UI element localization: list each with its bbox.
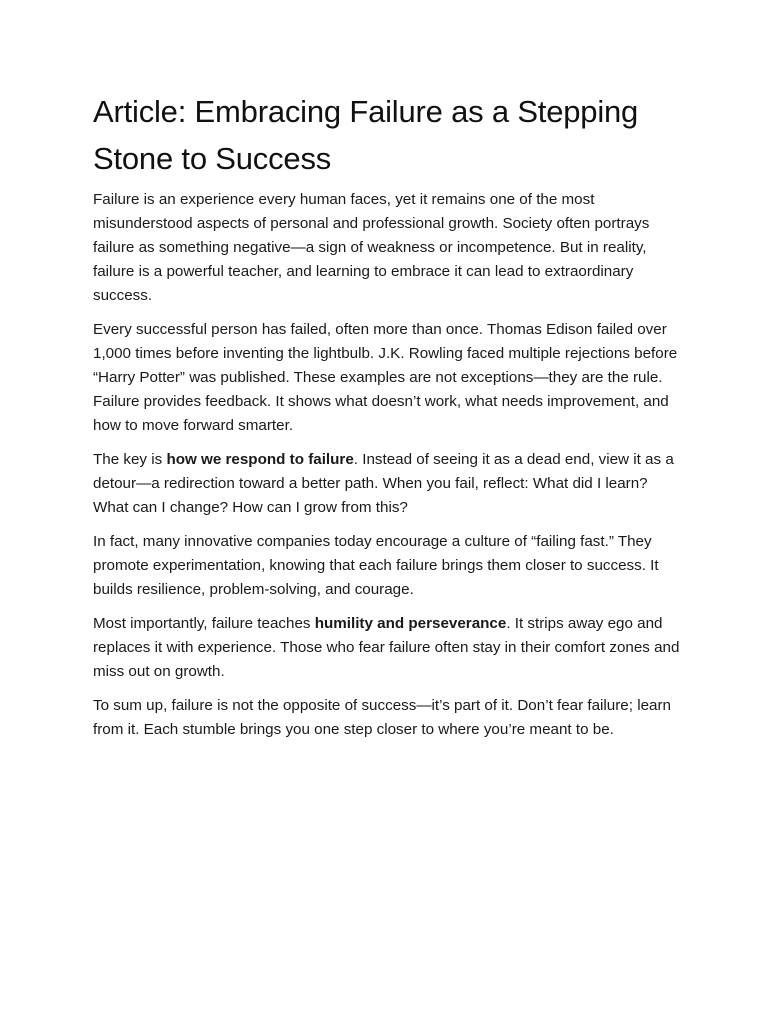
emphasis-respond-to-failure: how we respond to failure xyxy=(166,451,354,468)
paragraph-key-after: . Instead of seeing it as a dead end, view it as a detour—a redirection toward a better path. When you fail, reflect: What did I learn? What can I change? How can I grow from this? xyxy=(93,451,674,516)
paragraph-examples: Every successful person has failed, often more than once. Thomas Edison failed over 1,000 times before inventing the lightbulb. J.K. Rowling faced multiple rejections before “Harry Potter” was published. These examples are not exceptions—they are the rule. Failure provides feedback. It shows what doesn’t work, what needs improvement, and how to move forward smarter. xyxy=(93,321,678,434)
emphasis-humility-perseverance: humility and perseverance xyxy=(314,615,507,632)
paragraph-humility xyxy=(93,612,683,684)
paragraph-conclusion: To sum up, failure is not the opposite of success—it’s part of it. Don’t fear failure; learn from it. Each stumble brings you one step closer to where you’re meant to be. xyxy=(93,697,671,738)
article-title: Article: Embracing Failure as a Stepping Stone to Success xyxy=(93,94,639,176)
paragraph-failing-fast: In fact, many innovative companies today encourage a culture of “failing fast.” They promote experimentation, knowing that each failure brings them closer to success. It builds resilience, problem-solving, and courage. xyxy=(93,533,659,598)
document-page xyxy=(93,88,683,752)
paragraph-intro: Failure is an experience every human faces, yet it remains one of the most misunderstood aspects of personal and professional growth. Society often portrays failure as something negative—a sign of weakness or incompetence. But in reality, failure is a powerful teacher, and learning to embrace it can lead to extraordinary success. xyxy=(93,191,650,304)
paragraph-humility-after: . It strips away ego and replaces it with experience. Those who fear failure often stay in their comfort zones and miss out on growth. xyxy=(93,615,680,680)
paragraph-humility-before: Most importantly, failure teaches xyxy=(93,615,315,632)
paragraph-key-response xyxy=(93,448,683,520)
paragraph-key-before: The key is xyxy=(93,451,167,468)
